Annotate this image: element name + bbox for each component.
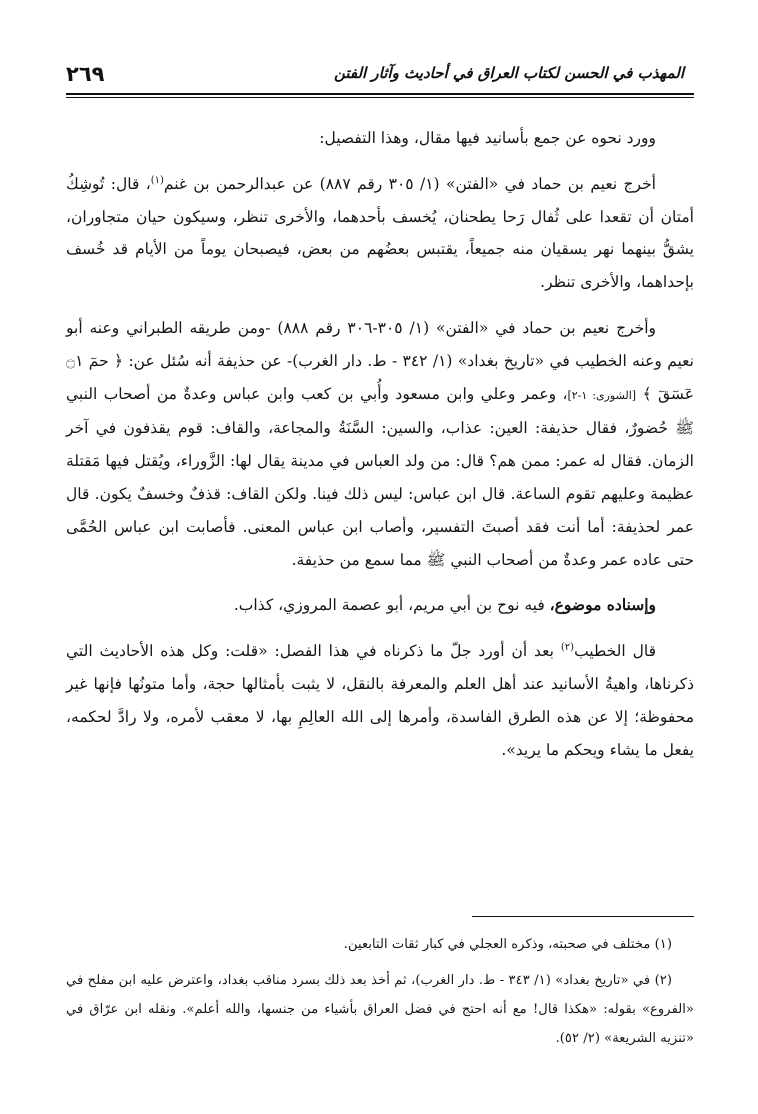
page-number: ٢٦٩	[66, 62, 105, 86]
paragraph-naim-ibn-ghanm	[66, 168, 694, 299]
paragraph-text: قال الخطيب	[574, 642, 656, 661]
paragraph-text: بعد أن أورد جلّ ما ذكرناه في هذا الفصل: «قلت: وكل هذه الأحاديث التي ذكرناها، واهيةُ الأسانيد عند أهل العلم والمعرفة بالنقل، لا يثبت بأمثالها حجة، وأما متونُها فإنها غير محفوظة؛ إلا عن هذه الطرق الفاسدة، وأمرها إلى الله العالِمِ بها، لا معقب لأمره، ولا رادَّ لحكمه، يفعل ما يشاء ويحكم ما يريد».	[66, 642, 694, 759]
paragraph-isnad	[66, 589, 694, 622]
footnote-2: (٢) في «تاريخ بغداد» (١/ ٣٤٣ - ط. دار الغرب)، ثم أخذ بعد ذلك بسرد مناقب بغداد، واعترض عليه ابن مفلح في «الفروع» بقوله: «هكذا قال! مع أنه احتج في فضل العراق بأشياء من جنسها، والله أعلم». ونقله ابن عرّاق في «تنزيه الشريعة» (٢/ ٥٢).	[66, 973, 694, 1046]
running-title: المهذب في الحسن لكتاب العراق في أحاديث وآثار الفتن	[333, 64, 684, 82]
paragraph-text: فيه نوح بن أبي مريم، أبو عصمة المروزي، كذاب.	[233, 596, 550, 615]
paragraph-text: ، وعمر وعلي وابن مسعود وأُبي بن كعب وابن عباس وعدةٌ من أصحاب النبي ﷺ حُضورٌ، فقال حذيفة: العين: عذاب، والسين: السَّنَةُ والمجاعة، والقاف: قوم يقذفون في آخر الزمان. فقال له عمر: ممن هم؟ قال: من ولد العباس في مدينة يقال لها: الزَّوراء، ويُقتل فيها مَقتلة عظيمة وعليهم تقوم الساعة. قال ابن عباس: ليس ذلك فينا. ولكن القاف: قذفٌ وخسفٌ يكون. قال عمر لحذيفة: أما أنت فقد أصبتَ التفسير، وأصاب ابن عباس المعنى. فأصابت ابن عباس الحُمَّى حتى عاده عمر وعدةٌ من أصحاب النبي ﷺ مما سمع من حذيفة.	[66, 384, 694, 569]
paragraph-text: وأخرج نعيم بن حماد في «الفتن» (١/ ٣٠٥-٣٠٦ رقم ٨٨٨) -ومن طريقه الطبراني وعنه أبو نعيم وعنه الخطيب في «تاريخ بغداد» (١/ ٣٤٢ - ط. دار الغرب)- عن حذيفة أنه سُئل عن: ﴿ حمٓ ۝١ عٓسٓقٓ ﴾	[66, 318, 694, 403]
paragraph-text: ، قال: تُوشِكُ أمتان أن تقعدا على ثُفال رَحا يطحنان، يُخسف بأحدهما، والأخرى تنظر، وسيكون حيان متجاوران، يشقُّ بينهما نهر يسقيان منه جميعاً، يقتبس بعضُهم من بعض، فيصبحان يوماً من الأيام قد خُسف بإحداهما، والأخرى تنظر.	[66, 174, 694, 292]
paragraph-intro: وورد نحوه عن جمع بأسانيد فيها مقال، وهذا التفصيل:	[319, 129, 656, 147]
main-text	[66, 122, 694, 779]
footnote-1: (١) مختلف في صحبته، وذكره العجلي في كبار ثقات التابعين.	[343, 937, 672, 952]
quran-citation: [الشورى: ١-٢]	[567, 388, 637, 402]
isnad-verdict: وإسناده موضوع،	[549, 595, 656, 615]
page-header	[66, 60, 694, 100]
footnote-separator	[472, 916, 694, 917]
footnotes	[66, 930, 694, 1060]
header-rule-thin	[66, 97, 694, 98]
footnote-ref-1: (١)	[150, 174, 164, 186]
paragraph-hudhayfa	[66, 312, 694, 576]
header-rule	[66, 93, 694, 95]
paragraph-khatib	[66, 635, 694, 766]
footnote-ref-2: (٢)	[560, 642, 575, 653]
paragraph-text: أخرج نعيم بن حماد في «الفتن» (١/ ٣٠٥ رقم ٨٨٧) عن عبدالرحمن بن غنم	[163, 174, 656, 193]
